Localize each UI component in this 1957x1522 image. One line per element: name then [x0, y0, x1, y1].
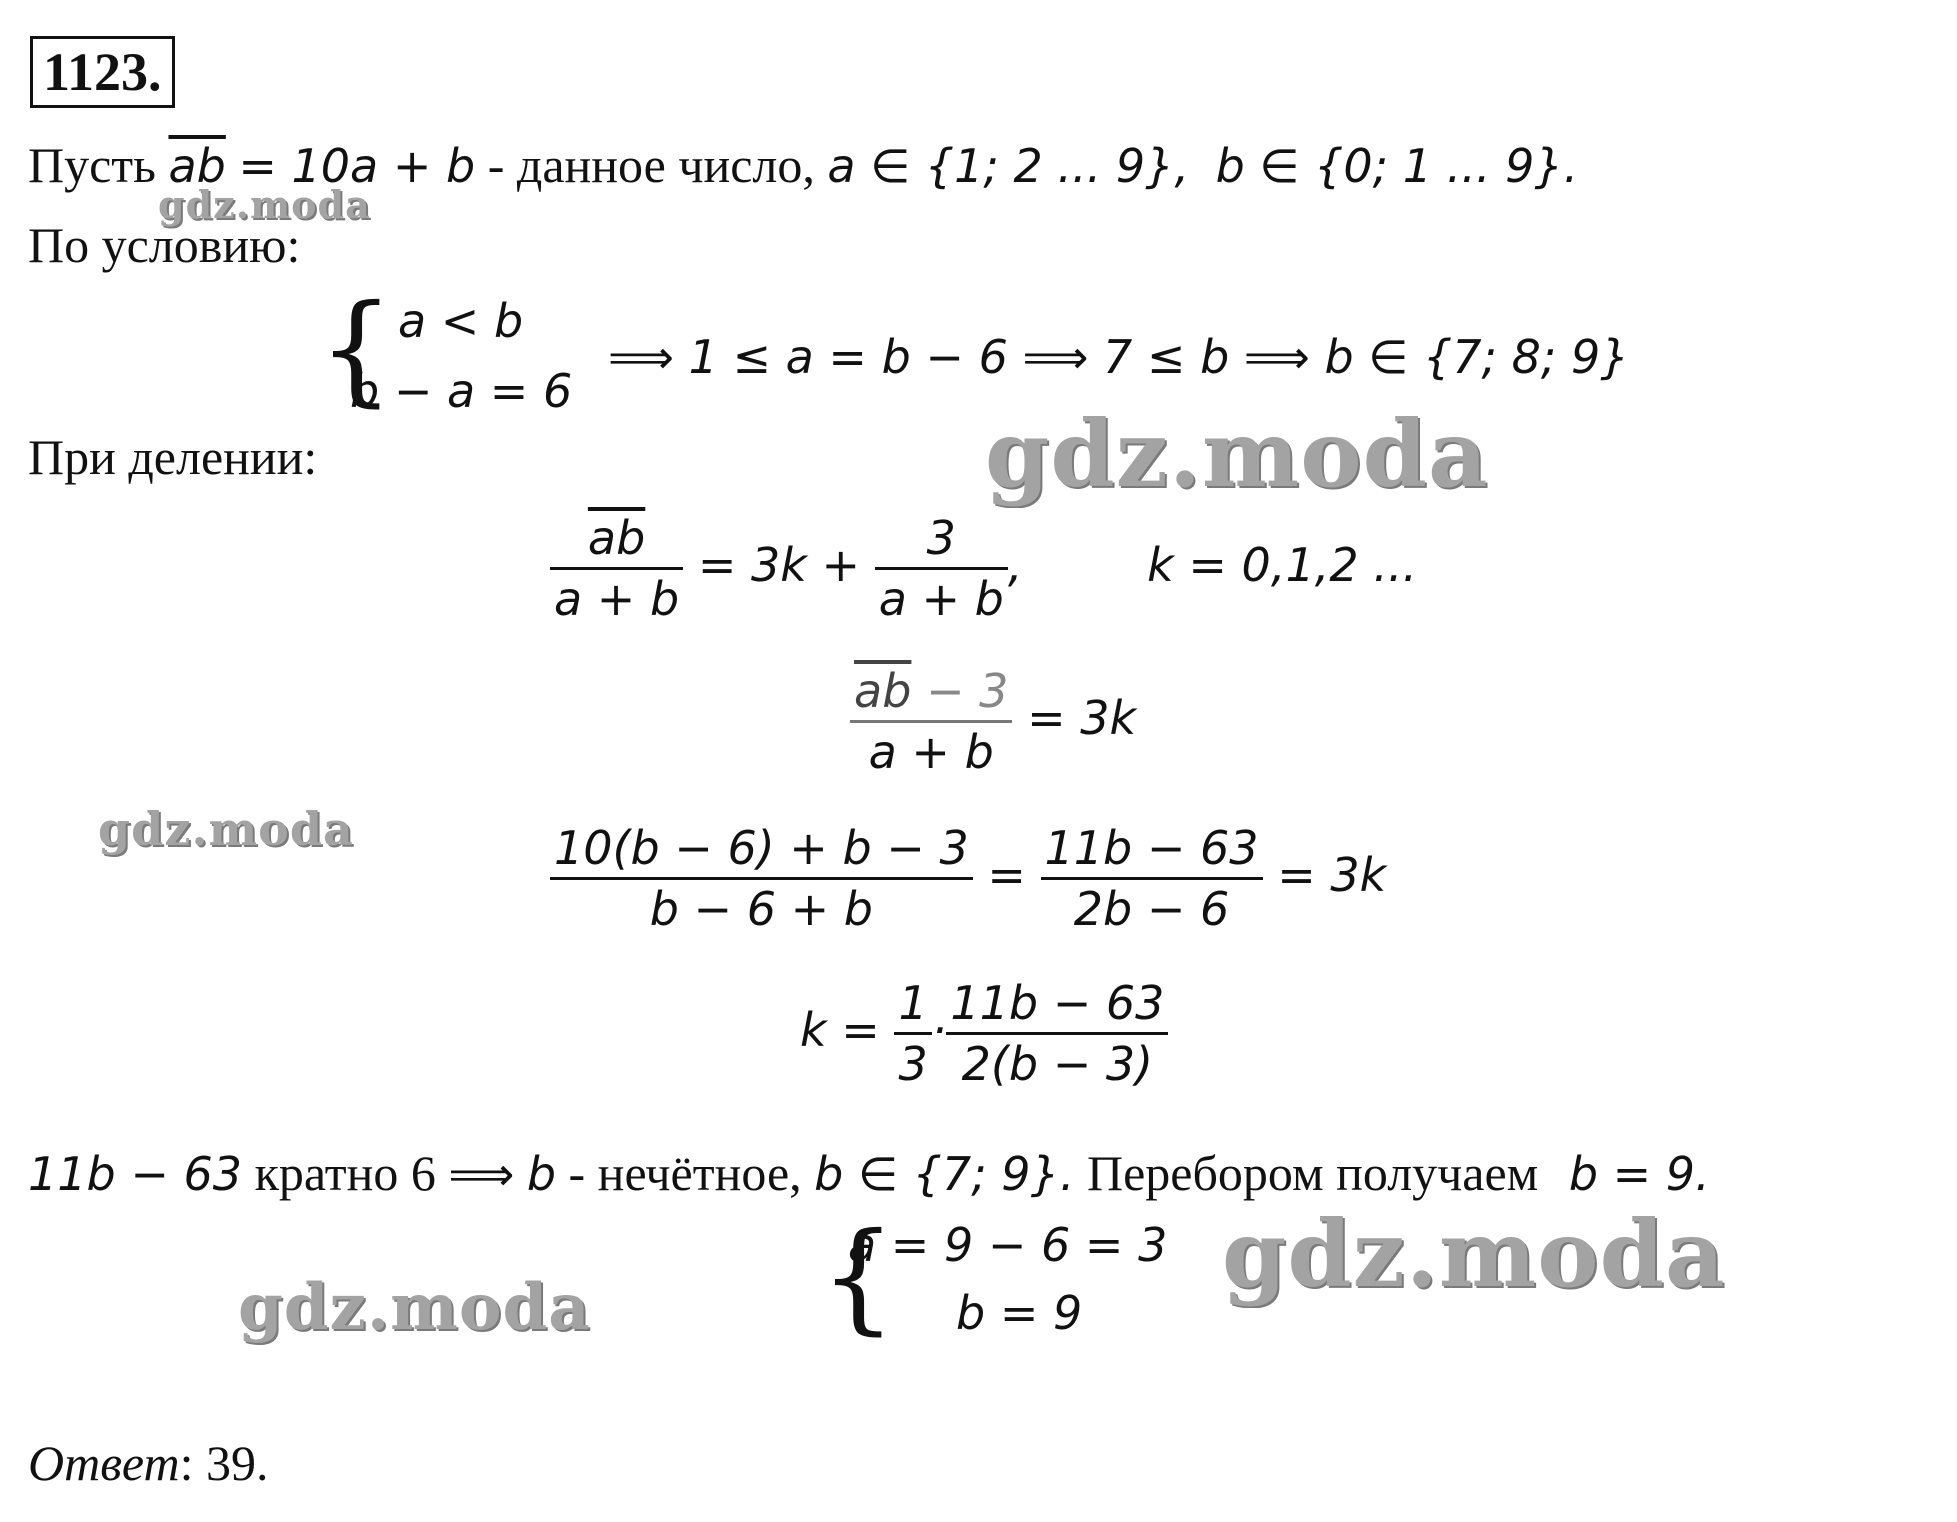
conclusion-text1: кратно 6 — [254, 1145, 436, 1201]
system1-row2: b − a = 6 — [350, 364, 573, 418]
eq1-den1: a + b — [554, 572, 680, 626]
line1-ab: $\overline{ab}$ — [168, 139, 226, 193]
eq2-rhs: = 3k — [1027, 691, 1137, 745]
eq4-fraction-2 — [946, 976, 1168, 1091]
eq2-fraction — [850, 664, 1012, 779]
system2-row2: b = 9 — [956, 1286, 1083, 1340]
system2-brace: { — [820, 1208, 897, 1347]
line1-prefix: Пусть — [28, 137, 156, 193]
eq2-num-ab: $\overline{ab}$ — [854, 664, 912, 718]
eq3-eq: = — [987, 848, 1026, 902]
conclusion-line — [28, 1145, 1710, 1201]
eq3-fraction-1 — [550, 821, 973, 936]
line1-text: - данное число, — [487, 137, 815, 193]
eq3-rhs: = 3k — [1277, 848, 1387, 902]
system2-row1: a = 9 − 6 = 3 — [848, 1218, 1168, 1272]
eq1-tail: , — [1007, 538, 1023, 592]
eq1-num2: 3 — [926, 511, 956, 565]
conclusion-arrow: ⟹ — [448, 1147, 515, 1201]
watermark: gdz.moda — [238, 1270, 591, 1345]
eq3-num2: 11b − 63 — [1044, 821, 1259, 875]
eq4-lhs: k = — [800, 1003, 880, 1057]
eq4-num1: 1 — [898, 976, 928, 1030]
eq3-fraction-2 — [1041, 821, 1263, 936]
eq1-mid: = 3k + — [697, 538, 861, 592]
system1-brace: { — [318, 280, 395, 419]
watermark: gdz.moda — [98, 802, 354, 856]
eq2-numerator — [850, 664, 1012, 718]
eq3-num1: 10(b − 6) + b − 3 — [554, 821, 969, 875]
eq2-num-rest: − 3 — [911, 664, 1009, 718]
eq4-den2: 2(b − 3) — [961, 1037, 1154, 1091]
condition-label: По условию: — [28, 217, 301, 273]
eq1-num1: $\overline{ab}$ — [587, 511, 646, 565]
conclusion-text3: Перебором получаем — [1086, 1145, 1539, 1201]
eq3-den1: b − 6 + b — [649, 882, 873, 936]
eq1-fraction-2 — [875, 511, 1008, 626]
division-label: При делении: — [28, 429, 318, 485]
eq1-fraction-1 — [550, 511, 683, 626]
eq4-num2: 11b − 63 — [950, 976, 1165, 1030]
eq4-dot: · — [931, 1003, 947, 1057]
eq1-den2: a + b — [878, 572, 1004, 626]
answer-label: Ответ — [28, 1435, 180, 1491]
system1-row1: a < b — [398, 294, 524, 348]
equation-3 — [550, 821, 1387, 936]
eq2-den: a + b — [868, 725, 994, 779]
equation-1 — [550, 511, 1418, 626]
conclusion-expr: 11b − 63 — [28, 1147, 243, 1201]
equation-4 — [800, 976, 1168, 1091]
line1-a-set: a ∈ {1; 2 ... 9}, — [827, 139, 1190, 193]
answer-line — [28, 1435, 269, 1491]
conclusion-text2: - нечётное, — [568, 1145, 802, 1201]
eq4-den1: 3 — [898, 1037, 928, 1091]
line1-eq: = 10a + b — [238, 139, 476, 193]
conclusion-set: b ∈ {7; 9}. — [814, 1147, 1075, 1201]
system1-chain: ⟹ 1 ≤ a = b − 6 ⟹ 7 ≤ b ⟹ b ∈ {7; 8; 9} — [608, 330, 1630, 384]
equation-2 — [850, 664, 1137, 779]
watermark: gdz.moda — [158, 182, 371, 227]
conclusion-b: b — [526, 1147, 557, 1201]
eq1-k-range: k = 0,1,2 ... — [1147, 538, 1418, 592]
answer-value: : 39. — [179, 1435, 269, 1491]
conclusion-result: b = 9. — [1568, 1147, 1710, 1201]
problem-number: 1123. — [30, 36, 175, 108]
eq3-den2: 2b − 6 — [1073, 882, 1230, 936]
watermark: gdz.moda — [985, 400, 1489, 508]
line1-b-set: b ∈ {0; 1 ... 9}. — [1215, 139, 1579, 193]
watermark: gdz.moda — [1222, 1200, 1726, 1308]
eq4-fraction-1 — [894, 976, 931, 1091]
